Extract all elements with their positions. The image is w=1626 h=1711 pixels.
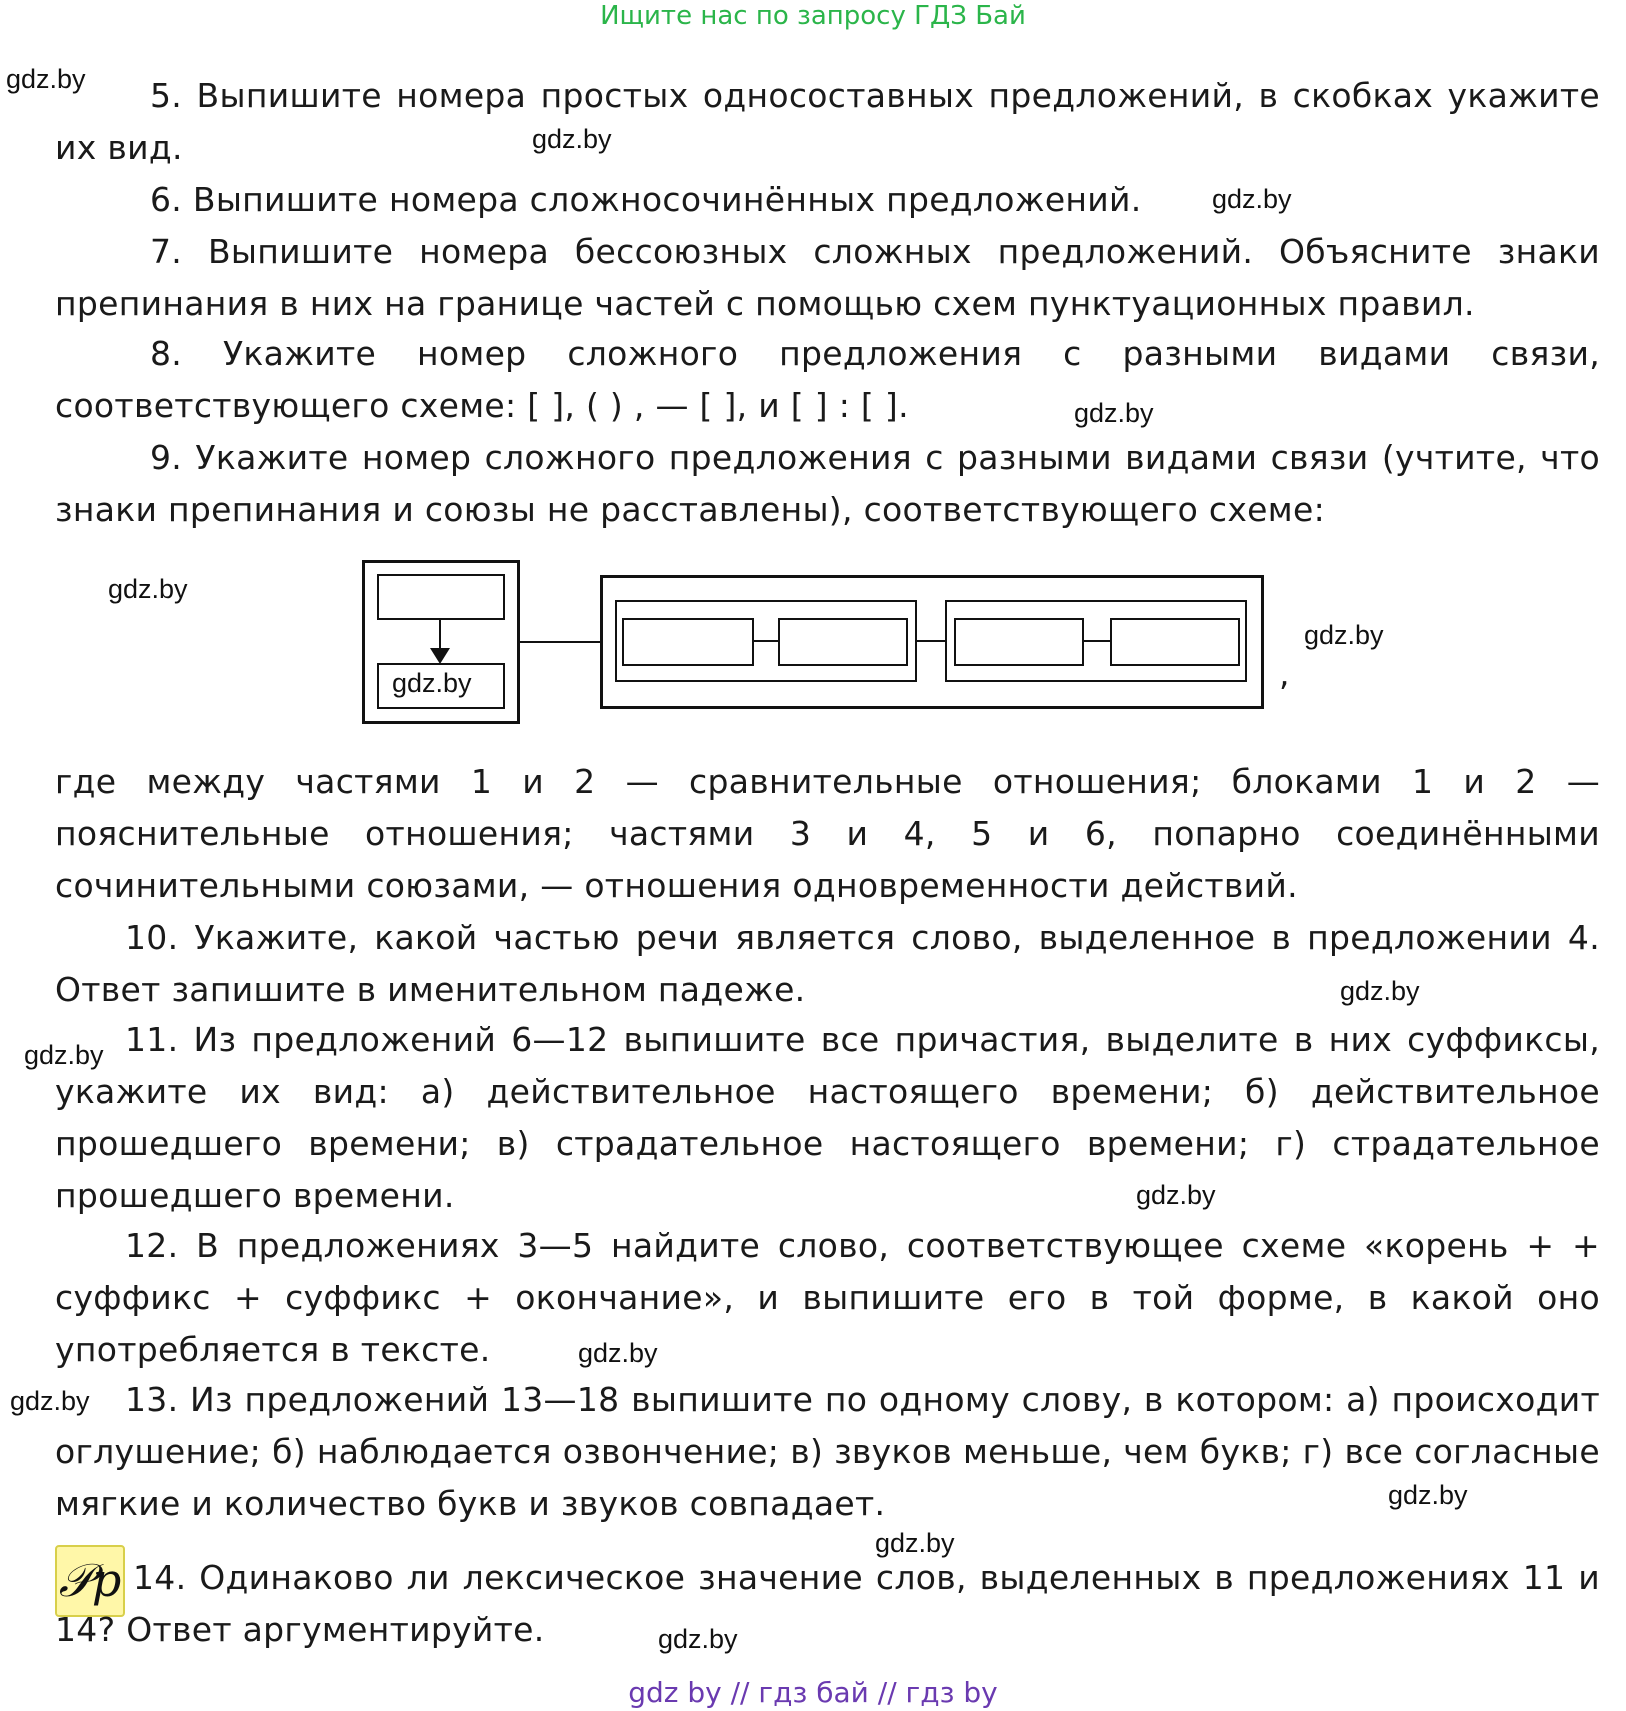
page-header: Ищите нас по запросу ГДЗ Бай — [600, 1, 1026, 31]
watermark: gdz.by — [658, 1624, 738, 1654]
watermark: gdz.by — [578, 1338, 658, 1368]
schema-part-5 — [954, 618, 1084, 666]
task-11-text: 11. Из предложений 6—12 выпишите все причастия, выделите в них суффиксы, укажите их вид: а) действительное настоящего времени; б) действительное прошедшего времени; в) страдательное настоящего времени; г) страдательное прошедшего времени. — [55, 1020, 1600, 1215]
task-12-text: 12. В предложениях 3—5 найдите слово, соответствующее схеме «корень + + суффикс + суффикс + окончание», и выпишите его в той форме, в какой оно употребляется в тексте. — [55, 1226, 1600, 1369]
watermark: gdz.by — [24, 1040, 104, 1070]
task-14 — [55, 1552, 1600, 1656]
task-5-text: 5. Выпишите номера простых односоставных предложений, в скобках укажите их вид. — [55, 76, 1600, 167]
task-11 — [55, 1014, 1600, 1222]
task-13 — [55, 1374, 1600, 1530]
schema-link-3-4 — [752, 640, 778, 642]
watermark: gdz.by — [392, 668, 472, 698]
task-12 — [55, 1220, 1600, 1376]
watermark: gdz.by — [1212, 184, 1292, 214]
task-5 — [55, 70, 1600, 174]
arrow-down-icon — [430, 648, 450, 664]
task-8 — [55, 328, 1600, 432]
schema-part-1 — [377, 574, 505, 620]
schema-part-6 — [1110, 618, 1240, 666]
task-9-cont: где между частями 1 и 2 — сравнительные отношения; блоками 1 и 2 — пояснительные отношения; частями 3 и 4, 5 и 6, попарно соединёнными сочинительными союзами, — отношения одновременности действий. — [55, 762, 1600, 905]
watermark: gdz.by — [6, 64, 86, 94]
task-13-text: 13. Из предложений 13—18 выпишите по одному слову, в котором: а) происходит оглушение; б) наблюдается озвончение; в) звуков меньше, чем букв; г) все согласные мягкие и количество букв и звуков совпадает. — [55, 1380, 1600, 1523]
watermark: gdz.by — [1074, 398, 1154, 428]
page-footer: gdz by // гдз бай // гдз by — [628, 1676, 998, 1709]
schema-comma: , — [1279, 654, 1290, 693]
watermark: gdz.by — [532, 124, 612, 154]
task-8-text: 8. Укажите номер сложного предложения с разными видами связи, соответствующего схеме: [ ], ( ) , — [ ], и [ ] : [ ]. — [55, 334, 1600, 425]
task-10-text: 10. Укажите, какой частью речи является слово, выделенное в предложении 4. Ответ запишите в именительном падеже. — [55, 918, 1600, 1009]
task-9-text: 9. Укажите номер сложного предложения с разными видами связи (учтите, что знаки препинания и союзы не расставлены), соответствующего схеме: — [55, 438, 1600, 529]
watermark: gdz.by — [1340, 976, 1420, 1006]
skill-marker-icon: 𝒫p — [55, 1545, 125, 1617]
task-9 — [55, 432, 1600, 536]
schema-link-blocks — [917, 640, 945, 642]
schema-part-4 — [778, 618, 908, 666]
task-6-text: 6. Выпишите номера сложносочинённых предложений. — [150, 180, 1142, 219]
schema-link-5-6 — [1082, 640, 1110, 642]
schema-connector — [517, 641, 602, 643]
task-7-text: 7. Выпишите номера бессоюзных сложных предложений. Объясните знаки препинания в них на границе частей с помощью схем пунктуационных правил. — [55, 232, 1600, 323]
watermark: gdz.by — [10, 1386, 90, 1416]
watermark: gdz.by — [875, 1528, 955, 1558]
task-14-text: 14. Одинаково ли лексическое значение слов, выделенных в предложениях 11 и 14? Ответ аргументируйте. — [55, 1558, 1600, 1649]
watermark: gdz.by — [1388, 1480, 1468, 1510]
task-7 — [55, 226, 1600, 330]
schema-part-3 — [622, 618, 754, 666]
watermark: gdz.by — [108, 574, 188, 604]
task-6 — [55, 174, 1600, 226]
watermark: gdz.by — [1136, 1180, 1216, 1210]
watermark: gdz.by — [1304, 620, 1384, 650]
